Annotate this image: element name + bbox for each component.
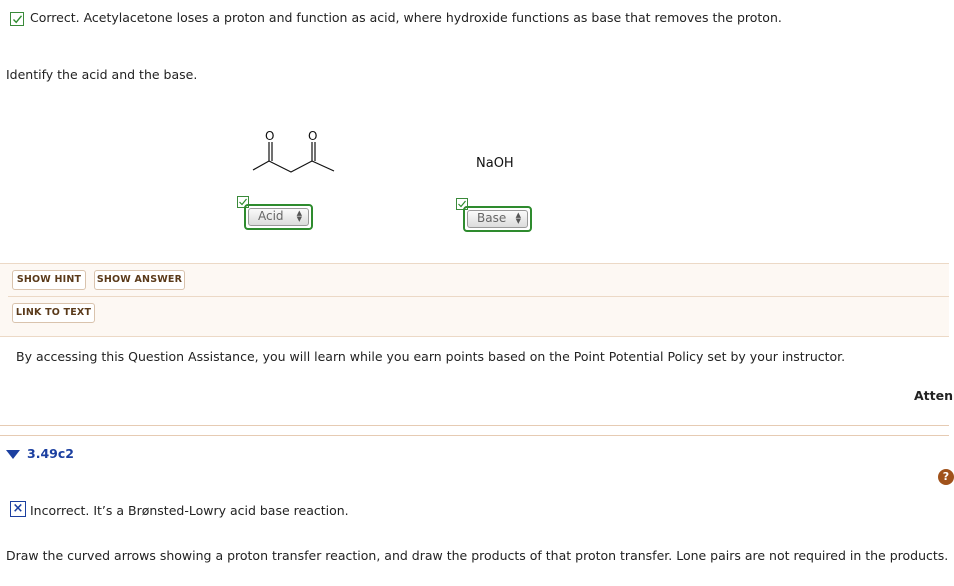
show-hint-button[interactable]: SHOW HINT: [12, 270, 86, 290]
updown-arrows-icon: ▲ ▼: [296, 209, 302, 223]
acetylacetone-structure: [250, 124, 340, 174]
show-answer-button[interactable]: SHOW ANSWER: [94, 270, 185, 290]
acid-select[interactable]: [244, 204, 313, 230]
naoh-label: NaOH: [476, 156, 514, 171]
panel-divider: [8, 296, 949, 297]
acid-select-value: Acid: [258, 209, 284, 223]
identify-prompt: Identify the acid and the base.: [6, 67, 198, 82]
base-select[interactable]: [463, 206, 532, 232]
oxygen-label-1: O: [265, 129, 275, 143]
section-divider: [0, 435, 949, 436]
link-to-text-button[interactable]: LINK TO TEXT: [12, 303, 95, 323]
help-icon[interactable]: ?: [938, 469, 954, 485]
oxygen-label-2: O: [308, 129, 318, 143]
incorrect-feedback: Incorrect. It’s a Brønsted-Lowry acid base reaction.: [30, 503, 349, 518]
triangle-down-icon[interactable]: [6, 450, 20, 459]
question-assistance-panel: [0, 263, 949, 337]
question-title[interactable]: 3.49c2: [27, 446, 74, 461]
draw-prompt: Draw the curved arrows showing a proton transfer reaction, and draw the products of that proton transfer. Lone pairs are not required in the products.: [6, 548, 949, 563]
correct-feedback: Correct. Acetylacetone loses a proton and function as acid, where hydroxide functions as base that removes the proton.: [30, 10, 782, 25]
check-icon: [10, 12, 24, 26]
section-divider: [0, 425, 949, 426]
updown-arrows-icon: ▲ ▼: [515, 211, 521, 225]
assistance-note: By accessing this Question Assistance, you will learn while you earn points based on the Point Potential Policy set by your instructor.: [16, 349, 846, 364]
cross-icon: ×: [10, 501, 26, 517]
attempts-label: Atten: [914, 388, 954, 403]
base-select-value: Base: [477, 211, 507, 225]
acetylacetone-bonds: [253, 142, 334, 172]
